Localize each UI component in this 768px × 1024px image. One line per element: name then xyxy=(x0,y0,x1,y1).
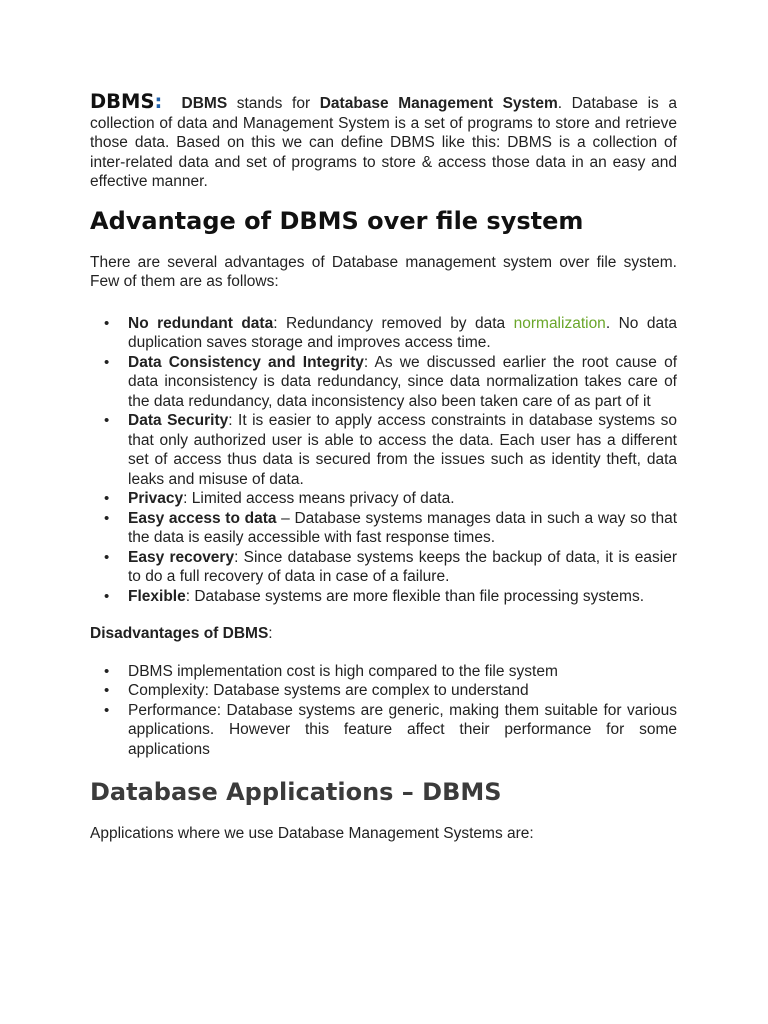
intro-definition-text: . Database is a collection of data and Management System is a set of programs to store and retrieve those data. Based on this we can define DBMS like this: DBMS is a collection of inter-related data and set of programs to store & access those data in an easy and effective manner. xyxy=(90,95,677,190)
advantage-text: : It is easier to apply access constraints in database systems so that only authorized user is able to access the data. Each user has a different set of access thus data is secured from the issues such as identity theft, data leaks and misuse of data. xyxy=(128,412,677,488)
advantage-title: Data Consistency and Integrity xyxy=(128,353,364,371)
bullet-icon: • xyxy=(104,412,110,429)
advantage-text: : Since database systems keeps the backup of data, it is easier to do a full recovery of data in case of a failure. xyxy=(128,548,677,585)
heading-advantages: Advantage of DBMS over file system xyxy=(90,206,584,235)
dbms-label: DBMS xyxy=(90,90,155,113)
advantage-item-easy-recovery xyxy=(90,548,677,587)
advantages-intro: There are several advantages of Database management system over file system. Few of them are as follows: xyxy=(90,253,677,290)
disadvantages-title: Disadvantages of DBMS xyxy=(90,625,269,642)
advantage-title: Data Security xyxy=(128,412,229,429)
applications-intro: Applications where we use Database Management Systems are: xyxy=(90,825,534,842)
advantage-title: Easy access to data xyxy=(128,509,277,527)
stands-for-text: stands for xyxy=(227,95,320,112)
advantage-title: Flexible xyxy=(128,587,186,605)
advantage-item-privacy xyxy=(90,489,677,509)
bullet-icon: • xyxy=(104,509,110,527)
dbms-term: DBMS xyxy=(181,95,228,112)
advantage-title: No redundant data xyxy=(128,314,274,332)
advantage-item-no-redundant-data xyxy=(90,314,677,353)
intro-paragraph xyxy=(90,92,677,192)
advantages-list xyxy=(90,314,677,607)
advantage-item-security xyxy=(90,411,677,489)
bullet-icon: • xyxy=(104,662,110,680)
document-content xyxy=(90,92,677,844)
heading-applications: Database Applications – DBMS xyxy=(90,778,502,806)
advantage-title: Easy recovery xyxy=(128,548,235,566)
bullet-icon: • xyxy=(104,587,110,605)
disadvantages-heading xyxy=(90,624,677,644)
advantage-item-flexible xyxy=(90,587,677,607)
advantage-text: : Redundancy removed by data xyxy=(273,314,514,332)
bullet-icon: • xyxy=(104,314,110,332)
advantage-item-easy-access xyxy=(90,509,677,548)
advantage-text: – Database systems manages data in such a way so that the data is easily accessible with fast response times. xyxy=(128,509,677,546)
disadvantage-item xyxy=(90,662,677,682)
bullet-icon: • xyxy=(104,490,110,507)
bullet-icon: • xyxy=(104,353,110,371)
disadvantage-item xyxy=(90,681,677,701)
disadvantage-text: Complexity: Database systems are complex to understand xyxy=(128,682,529,699)
dbms-full-name: Database Management System xyxy=(319,95,558,112)
advantage-text: : Database systems are more flexible than file processing systems. xyxy=(185,587,645,605)
advantage-title: Privacy xyxy=(128,490,184,507)
normalization-link[interactable]: normalization xyxy=(513,314,606,332)
bullet-icon: • xyxy=(104,548,110,566)
advantage-item-consistency xyxy=(90,353,677,412)
bullet-icon: • xyxy=(104,682,110,699)
advantage-text: : Limited access means privacy of data. xyxy=(183,490,455,507)
disadvantage-item xyxy=(90,701,677,760)
disadvantage-text: Performance: Database systems are generic, making them suitable for various applications. However this feature affect their performance for some applications xyxy=(128,701,677,758)
advantage-text-end: . No data duplication saves storage and improves access time. xyxy=(128,314,677,351)
disadvantages-colon: : xyxy=(268,625,273,642)
dbms-label-colon: : xyxy=(154,90,163,113)
advantage-text: : As we discussed earlier the root cause of data inconsistency is data redundancy, since data normalization takes care of the data redundancy, data inconsistency also been taken care of as part of it xyxy=(128,353,677,410)
bullet-icon: • xyxy=(104,701,110,719)
disadvantage-text: DBMS implementation cost is high compared to the file system xyxy=(128,662,558,680)
disadvantages-list xyxy=(90,662,677,760)
